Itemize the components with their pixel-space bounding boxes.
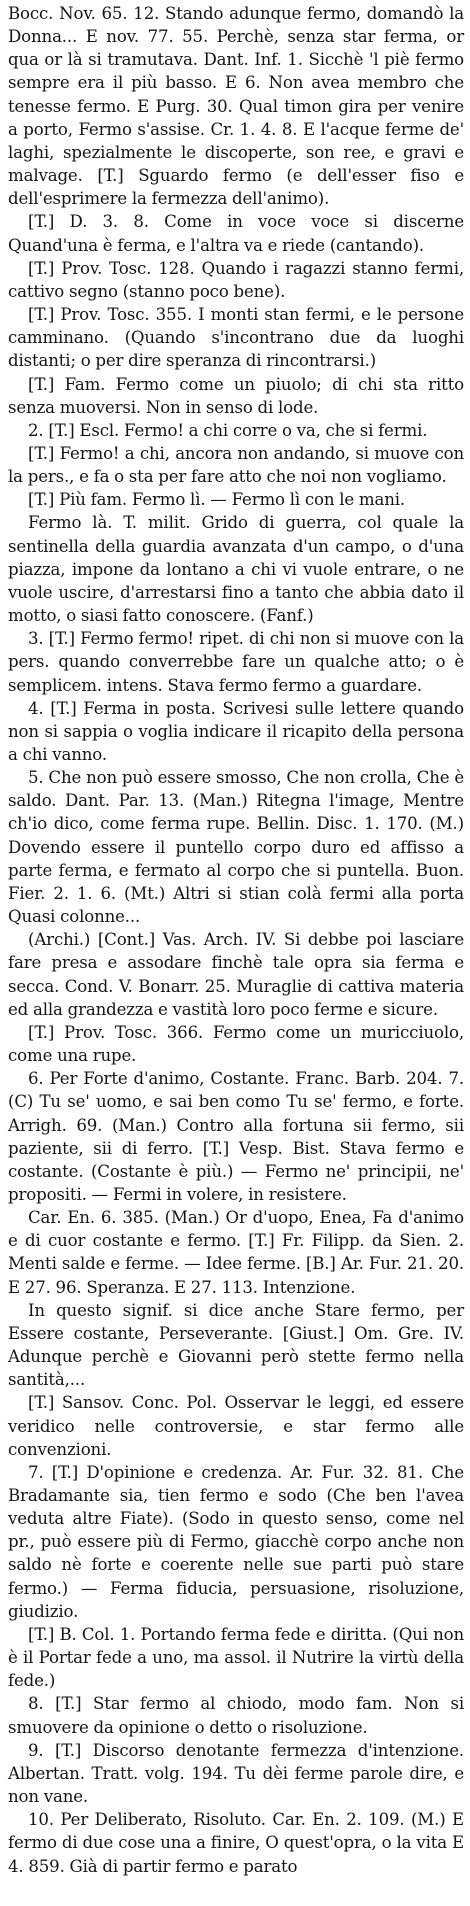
entry-paragraph: [T.] Fermo! a chi, ancora non andando, si muove con la pers., e fa o sta per fare atto che noi non vogliamo. — [8, 443, 464, 487]
sense-paragraph: 4. [T.] Ferma in posta. Scrivesi sulle lettere quando non si sappia o voglia indicare il ricapito della persona a chi vanno. — [8, 698, 464, 764]
sense-paragraph: 8. [T.] Star fermo al chiodo, modo fam. Non si smuovere da opinione o detto o risoluzione. — [8, 1694, 464, 1737]
sense-paragraph: 5. Che non può essere smosso, Che non crolla, Che è saldo. Dant. Par. 13. (Man.) Ritegna l'image, Mentre ch'io dico, come ferma rupe. Bellin. Disc. 1. 170. (M.) Dovendo essere il puntello corpo duro ed affisso a parte ferma, e fermato al corpo che si puntella. Buon. Fier. 2. 1. 6. (Mt.) Altri si stian colà fermi alla porta Quasi colonne... — [8, 768, 464, 927]
sense-paragraph: 3. [T.] Fermo fermo! ripet. di chi non si muove con la pers. quando converrebbe fare un qualche atto; o è semplicem. intens. Stava fermo fermo a guardare. — [8, 629, 464, 695]
entry-paragraph: [T.] D. 3. 8. Come in voce voce si discerne Quand'una è ferma, e l'altra va e riede (cantando). — [8, 212, 464, 255]
entry-paragraph: [T.] Più fam. Fermo lì. — Fermo lì con le mani. — [28, 490, 406, 510]
sense-paragraph: 10. Per Deliberato, Risoluto. Car. En. 2. 109. (M.) E fermo di due cose una a finire, O quest'opra, o la vita E 4. 859. Già di partir fermo e parato — [8, 1810, 464, 1876]
sense-paragraph: 6. Per Forte d'animo, Costante. Franc. Barb. 204. 7. (C) Tu se' uomo, e sai ben como Tu se' fermo, e forte. Arrigh. 69. (Man.) Contro alla fortuna sii fermo, sii paziente, sii di ferro. [T.] Vesp. Bist. Stava fermo e costante. (Costante è più.) — Fermo ne' principii, ne' propositi. — Fermi in volere, in resistere. — [8, 1069, 464, 1204]
entry-paragraph: Car. En. 6. 385. (Man.) Or d'uopo, Enea, Fa d'animo e di cuor costante e fermo. [T.] Fr. Filipp. da Sien. 2. Menti salde e ferme. — Idee ferme. [B.] Ar. Fur. 21. 20. E 27. 96. Speranza. E 27. 113. Intenzione. — [8, 1208, 464, 1297]
entry-paragraph: [T.] Sansov. Conc. Pol. Osservar le leggi, ed essere veridico nelle controversie, e star fermo alle convenzioni. — [8, 1393, 464, 1459]
sense-paragraph: 9. [T.] Discorso denotante fermezza d'intenzione. Albertan. Tratt. volg. 194. Tu dèi ferme parole dire, e non vane. — [8, 1740, 464, 1807]
entry-paragraph: [T.] Prov. Tosc. 128. Quando i ragazzi stanno fermi, cattivo segno (stanno poco bene). — [8, 258, 464, 301]
entry-paragraph: [T.] Prov. Tosc. 355. I monti stan fermi, e le persone camminano. (Quando s'incontrano due da luoghi distanti; o per dire speranza di rincontrarsi.) — [8, 305, 464, 371]
entry-paragraph: In questo signif. si dice anche Stare fermo, per Essere costante, Perseverante. [Giust.] Om. Gre. IV. Adunque perchè e Giovanni però stette fermo nella santità,... — [8, 1300, 464, 1390]
entry-paragraph: [T.] B. Col. 1. Portando ferma fede e diritta. (Qui non è il Portar fede a uno, ma assol. il Nutrire la virtù della fede.) — [8, 1624, 464, 1691]
sense-paragraph: 2. [T.] Escl. Fermo! a chi corre o va, che si fermi. — [28, 420, 428, 440]
entry-paragraph: (Archi.) [Cont.] Vas. Arch. IV. Si debbe poi lasciare fare presa e assodare finchè tale opra sia ferma e secca. Cond. V. Bonarr. 25. Muraglie di cattiva materia ed alla grandezza e vastità loro poco ferme e sicure. — [8, 930, 464, 1019]
sense-paragraph: 7. [T.] D'opinione e credenza. Ar. Fur. 32. 81. Che Bradamante sia, tien fermo e sodo (Che ben l'avea veduta altre Fiate). (Sodo in questo senso, come nel pr., può essere più di Fermo, giacchè corpo anche non saldo nè forte e coerente nelle sue parti può stare fermo.) — Ferma fiducia, persuasione, risoluzione, giudizio. — [8, 1462, 464, 1621]
entry-paragraph: Fermo là. T. milit. Grido di guerra, col quale la sentinella della guardia avanzata d'un campo, o d'una piazza, impone da lontano a chi vi vuole entrare, o ne vuole uscire, d'arrestarsi fino a tanto che abbia dato il motto, o siasi fatto conoscere. (Fanf.) — [8, 513, 464, 626]
entry-paragraph: [T.] Fam. Fermo come un piuolo; di chi sta ritto senza muoversi. Non in senso di lode. — [8, 374, 464, 417]
entry-paragraph: [T.] Prov. Tosc. 366. Fermo come un muricciuolo, come una rupe. — [8, 1022, 464, 1066]
entry-paragraph-continuation: Bocc. Nov. 65. 12. Stando adunque fermo, domandò la Donna... E nov. 77. 55. Perchè, senza star ferma, or qua or là si tramutava. Dant. Inf. 1. Sicchè 'l piè fermo sempre era il più basso. E 6. Non avea membro che tenesse fermo. E Purg. 30. Qual timon gira per venire a porto, Fermo s'assise. Cr. 1. 4. 8. E l'acque ferme de' laghi, spezialmente le discoperte, son ree, e gravi e malvage. [T.] Sguardo fermo (e dell'esser fiso e dell'esprimere la fermezza dell'animo). — [8, 4, 464, 209]
